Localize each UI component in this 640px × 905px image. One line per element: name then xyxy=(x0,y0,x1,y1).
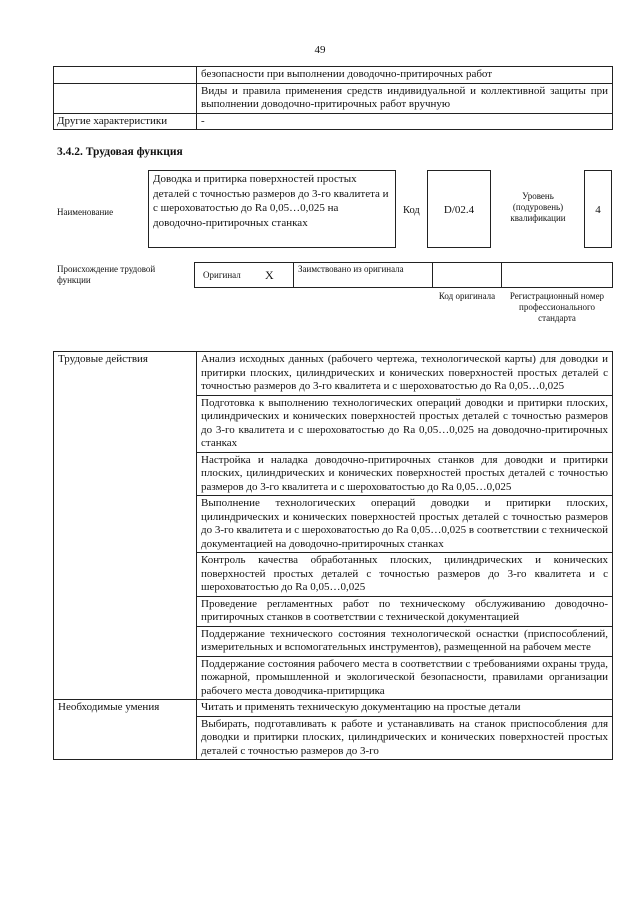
original-code-cell xyxy=(432,262,502,288)
function-code-box: D/02.4 xyxy=(427,170,491,248)
original-label: Оригинал xyxy=(203,270,241,280)
registration-number-caption: Регистрационный номер профессионального стандарта xyxy=(509,291,605,323)
knowledge-item: Виды и правила применения средств индивидуальной и коллективной защиты при выполнении доводочно-притирочных работ вручную xyxy=(197,83,613,113)
labor-action-item: Контроль качества обработанных плоских, цилиндрических и конических поверхностей простых деталей с точностью размеров до 3-го квалитета и с шероховатостью до Ra 0,05…0,025 xyxy=(197,553,613,597)
qualification-level-box: 4 xyxy=(584,170,612,248)
qualification-level-label: Уровень (подуровень) квалификации xyxy=(510,191,566,223)
borrowed-cell: Заимствовано из оригинала xyxy=(293,262,433,288)
registration-number-cell xyxy=(501,262,613,288)
labor-actions-label: Трудовые действия xyxy=(54,352,197,700)
required-skill-item: Выбирать, подготавливать к работе и устанавливать на станок приспособления для доводки и притирки плоских, цилиндрических и конических поверхностей простых деталей с точностью размеров до 3-го xyxy=(197,716,613,760)
labor-action-item: Проведение регламентных работ по техническому обслуживанию доводочно-притирочных станков в соответствии с технической документацией xyxy=(197,596,613,626)
name-label: Наименование xyxy=(57,207,114,217)
original-cell xyxy=(194,262,294,288)
labor-action-item: Настройка и наладка доводочно-притирочных станков для доводки и притирки плоских, цилиндрических и конических поверхностей простых деталей с точностью размеров до 3-го квалитета и с шероховатостью до Ra 0,05…0,025 xyxy=(197,452,613,496)
function-name-box: Доводка и притирка поверхностей простых деталей с точностью размеров до 3-го квалитета и с шероховатостью до Ra 0,05…0,025 на доводочно-притирочных станках xyxy=(148,170,396,248)
required-skill-item: Читать и применять техническую документацию на простые детали xyxy=(197,700,613,717)
knowledge-table-continuation xyxy=(53,66,613,130)
labor-function-table xyxy=(53,351,613,760)
empty-label-cell xyxy=(54,83,197,113)
labor-action-item: Выполнение технологических операций доводки и притирки плоских, цилиндрических и конических поверхностей простых деталей с точностью размеров до 3-го квалитета и с шероховатостью до Ra 0,05…0,025 в соответствии с технической документацией на доводочно-притирочных станках xyxy=(197,496,613,553)
original-code-caption: Код оригинала xyxy=(438,291,496,301)
other-characteristics-value: - xyxy=(197,113,613,130)
section-title: 3.4.2. Трудовая функция xyxy=(57,146,183,158)
labor-action-item: Поддержание технического состояния технологической оснастки (приспособлений, измерительных и вспомогательных инструментов), размещенной на рабочем месте xyxy=(197,626,613,656)
other-characteristics-label: Другие характеристики xyxy=(54,113,197,130)
page-number: 49 xyxy=(314,44,326,56)
origin-label: Происхождение трудовой функции xyxy=(57,264,156,285)
labor-action-item: Анализ исходных данных (рабочего чертежа, технологической карты) для доводки и притирки плоских, цилиндрических и конических поверхностей простых деталей с точностью размеров до 3-го квалитета и с шероховатостью до Ra 0,05…0,025 xyxy=(197,352,613,396)
required-skills-label: Необходимые умения xyxy=(54,700,197,760)
labor-action-item: Поддержание состояния рабочего места в соответствии с требованиями охраны труда, пожарной, промышленной и экологической безопасности, правилами организации рабочего места доводчика-притирщика xyxy=(197,656,613,700)
labor-action-item: Подготовка к выполнению технологических операций доводки и притирки плоских, цилиндрических и конических поверхностей простых деталей с точностью размеров до 3-го квалитета и с шероховатостью до Ra 0,05…0,025 на доводочно-притирочных станках xyxy=(197,395,613,452)
knowledge-item: безопасности при выполнении доводочно-притирочных работ xyxy=(197,67,613,84)
original-mark: X xyxy=(265,268,274,282)
code-label: Код xyxy=(403,205,420,216)
empty-label-cell xyxy=(54,67,197,84)
